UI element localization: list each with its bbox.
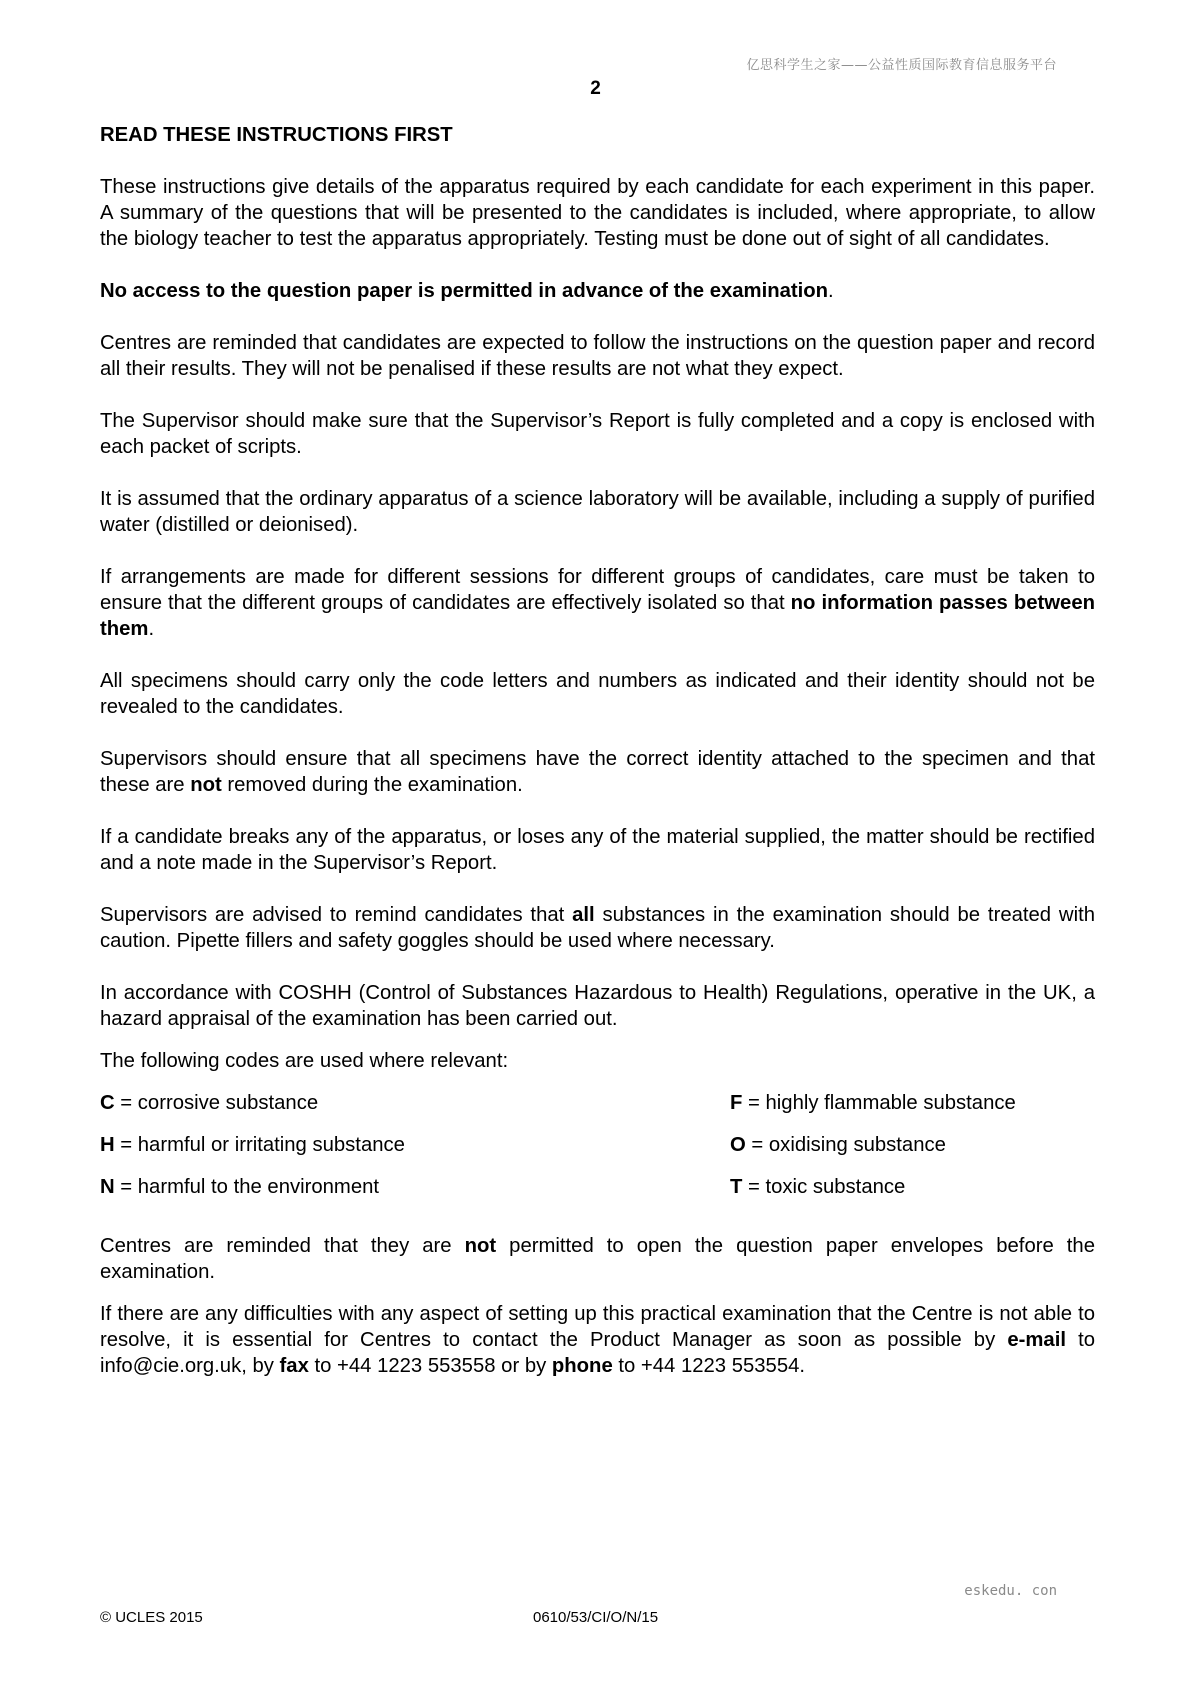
paragraph-sessions: If arrangements are made for different sessions for different groups of candidates, care must be taken to ensure that the different groups of candidates are effectively isolated so that no information passes between them.: [100, 566, 1095, 640]
hazard-codes-list: [100, 1090, 1095, 1200]
paragraph-specimen-codes: All specimens should carry only the code letters and numbers as indicated and their identity should not be revealed to the candidates.: [100, 670, 1095, 718]
paragraph-coshh: In accordance with COSHH (Control of Substances Hazardous to Health) Regulations, operative in the UK, a hazard appraisal of the examination has been carried out.: [100, 982, 1095, 1030]
paragraph-ordinary-apparatus: It is assumed that the ordinary apparatus of a science laboratory will be available, including a supply of purified water (distilled or deionised).: [100, 488, 1095, 536]
no-access-notice: No access to the question paper is permitted in advance of the examination: [100, 280, 829, 302]
paragraph-no-access: No access to the question paper is permitted in advance of the examination.: [100, 280, 834, 302]
hazard-code-oxidising: O = oxidising substance: [730, 1134, 946, 1156]
paragraph-envelopes: Centres are reminded that they are not permitted to open the question paper envelopes before the examination.: [100, 1235, 1095, 1283]
footer-paper-code: 0610/53/CI/O/N/15: [533, 1609, 659, 1626]
contact-phone: to +44 1223 553554.: [612, 1355, 806, 1377]
footer-copyright: © UCLES 2015: [100, 1609, 203, 1626]
hazard-code-corrosive: C = corrosive substance: [100, 1092, 319, 1114]
hazard-code-harmful: H = harmful or irritating substance: [100, 1134, 405, 1156]
paragraph-specimen-identity: Supervisors should ensure that all specimens have the correct identity attached to the specimen and that these are not removed during the examination.: [100, 748, 1095, 796]
paragraph-contact: If there are any difficulties with any aspect of setting up this practical examination that the Centre is not able to resolve, it is essential for Centres to contact the Product Manager as soon as possible by e-mail to info@cie.org.uk, by fax to +44 1223 553558 or by phone to +44 1223 553554.: [100, 1303, 1095, 1377]
header-watermark: 亿思科学生之家——公益性质国际教育信息服务平台: [746, 58, 1057, 73]
hazard-code-toxic: T = toxic substance: [730, 1176, 906, 1198]
footer-watermark: eskedu. con: [964, 1583, 1057, 1599]
paragraph-follow-instructions: Centres are reminded that candidates are expected to follow the instructions on the question paper and record all their results. They will not be penalised if these results are not what they expect.: [100, 332, 1095, 380]
instructions-body: [100, 122, 1095, 1405]
paragraph-codes-intro: The following codes are used where relevant:: [100, 1050, 509, 1072]
paragraph-caution: Supervisors are advised to remind candidates that all substances in the examination should be treated with caution. Pipette fillers and safety goggles should be used where necessary.: [100, 904, 1095, 952]
page-heading: READ THESE INSTRUCTIONS FIRST: [100, 124, 453, 146]
paragraph-apparatus: These instructions give details of the apparatus required by each candidate for each experiment in this paper. A summary of the questions that will be presented to the candidates is included, where appropriate, to allow the biology teacher to test the apparatus appropriately. Testing must be done out of sight of all candidates.: [100, 176, 1095, 250]
page-number: 2: [590, 78, 601, 99]
hazard-code-flammable: F = highly flammable substance: [730, 1092, 1016, 1114]
contact-fax: to +44 1223 553558 or by: [308, 1355, 552, 1377]
paragraph-breakages: If a candidate breaks any of the apparatus, or loses any of the material supplied, the matter should be rectified and a note made in the Supervisor’s Report.: [100, 826, 1095, 874]
paragraph-supervisor-report: The Supervisor should make sure that the Supervisor’s Report is fully completed and a copy is enclosed with each packet of scripts.: [100, 410, 1095, 458]
contact-email: to info@cie.org.uk, by: [100, 1329, 1095, 1377]
hazard-code-environment: N = harmful to the environment: [100, 1176, 380, 1198]
